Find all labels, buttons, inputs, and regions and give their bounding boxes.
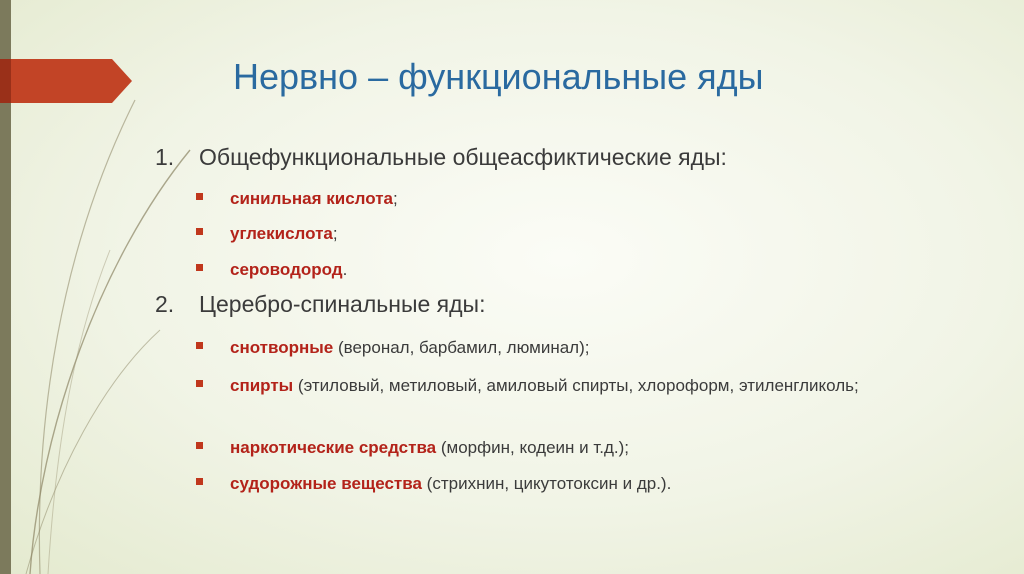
list-item-number: 2. [155, 291, 175, 317]
bullet-rest: (морфин, кодеин и т.д.); [436, 438, 630, 457]
bullet-term: наркотические средства [230, 438, 437, 457]
bullet-rest: (стрихнин, цикутотоксин и др.). [421, 474, 672, 493]
bullet-term: сероводород [230, 260, 343, 279]
square-bullet-icon [196, 478, 203, 485]
bullet-term: судорожные вещества [230, 474, 422, 493]
square-bullet-icon [196, 264, 203, 271]
bullet-term: углекислота [230, 224, 333, 243]
list-item-number: 1. [155, 144, 175, 170]
list-item-heading: Общефункциональные общеасфиктические яды: [199, 144, 727, 170]
bullet-term: синильная кислота [230, 189, 393, 208]
square-bullet-icon [196, 442, 203, 449]
bullet-term: снотворные [230, 338, 334, 357]
bullet-rest: . [342, 260, 348, 279]
title-ribbon-decor [0, 59, 132, 103]
list-item-heading: Церебро-спинальные яды: [199, 291, 486, 317]
square-bullet-icon [196, 380, 203, 387]
title-ribbon-shade [0, 59, 11, 103]
bullet-rest: (этиловый, метиловый, амиловый спирты, хлороформ, этиленгликоль; [293, 376, 859, 395]
bullet-rest: ; [392, 189, 398, 208]
square-bullet-icon [196, 342, 203, 349]
list-item-2 [155, 291, 485, 318]
square-bullet-icon [196, 193, 203, 200]
list-item-1 [155, 144, 727, 171]
bullet-rest: (веронал, барбамил, люминал); [333, 338, 590, 357]
slide-title: Нервно – функциональные яды [233, 56, 764, 97]
bullet-rest: ; [332, 224, 338, 243]
bullet-term: спирты [230, 376, 294, 395]
square-bullet-icon [196, 228, 203, 235]
